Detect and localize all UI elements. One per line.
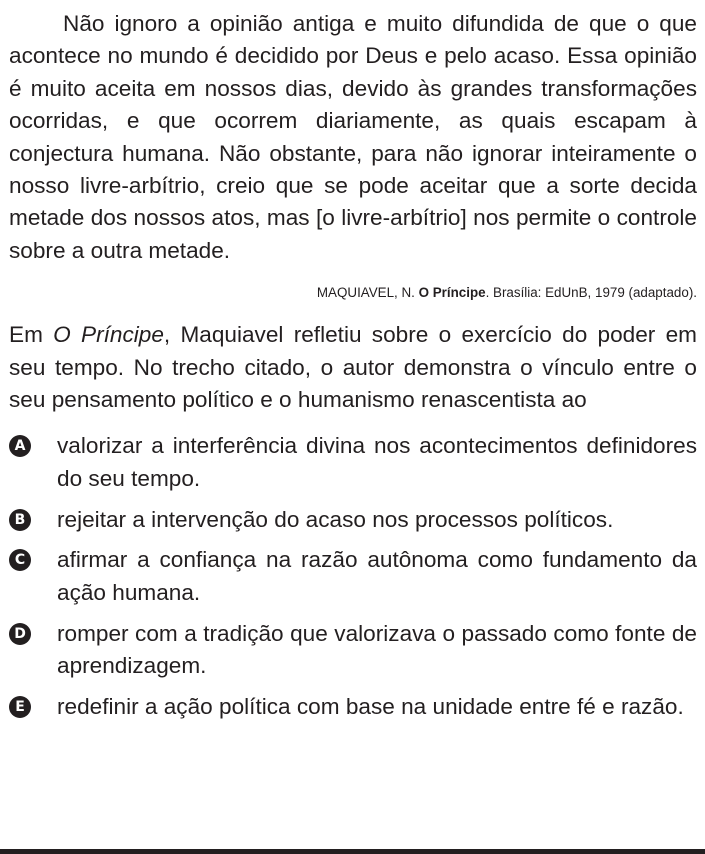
option-letter-badge: D [9,623,31,645]
option-text: valorizar a interferência divina nos acontecimentos definidores do seu tempo. [57,433,697,491]
option-letter-badge: B [9,509,31,531]
question-stem [9,319,697,416]
citation-author: MAQUIAVEL, N. [316,285,419,301]
bottom-divider [0,849,705,854]
question-prefix: Em [9,322,54,348]
option-letter-badge: C [9,549,31,571]
option-d[interactable] [9,618,697,683]
citation-work-title: O Príncipe [418,285,486,301]
source-citation [9,284,697,302]
option-b[interactable] [9,504,697,536]
option-text: romper com a tradição que valorizava o passado como fonte de aprendizagem. [57,620,697,679]
question-rest: , Maquiavel refletiu sobre o exercício do poder em seu tempo. No trecho citado, o autor demonstra o vínculo entre o seu pensamento político e o humanismo renascentista ao [9,322,697,413]
question-work-title: O Príncipe [53,322,164,348]
source-passage: Não ignoro a opinião antiga e muito difundida de que o que acontece no mundo é decidido por Deus e pelo acaso. Essa opinião é muito aceita em nossos dias, devido às grandes transformações ocorridas, e que ocorrem diariamente, as quais escapam à conjectura humana. Não obstante, para não ignorar inteiramente o nosso livre-arbítrio, creio que se pode aceitar que a sorte decida metade dos nossos atos, mas [o livre-arbítrio] nos permite o controle sobre a outra metade. [9,11,697,263]
exam-question [9,8,697,732]
option-letter-badge: E [9,696,31,718]
option-letter-badge: A [9,435,31,457]
citation-details: . Brasília: EdUnB, 1979 (adaptado). [485,285,697,301]
option-text: rejeitar a intervenção do acaso nos processos políticos. [57,506,614,532]
option-text: afirmar a confiança na razão autônoma como fundamento da ação humana. [57,547,697,605]
option-text: redefinir a ação política com base na unidade entre fé e razão. [57,693,684,719]
option-e[interactable] [9,691,697,723]
option-a[interactable] [9,430,697,495]
option-c[interactable] [9,544,697,609]
answer-options [9,430,697,723]
